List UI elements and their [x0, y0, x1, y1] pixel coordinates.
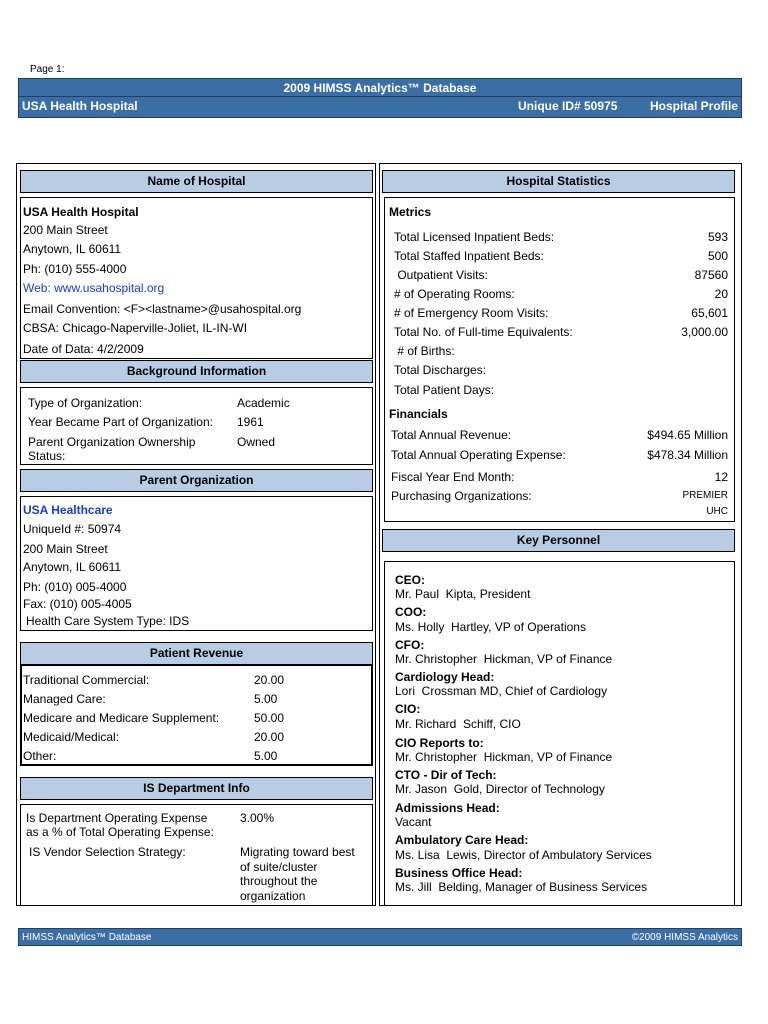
revenue-label: Medicare and Medicare Supplement: — [23, 711, 220, 725]
revenue-value: 5.00 — [254, 749, 278, 763]
personnel-name: Mr. Richard Schiff, CIO — [395, 717, 521, 731]
personnel-name: Mr. Christopher Hickman, VP of Finance — [395, 652, 613, 666]
parent-organization-header: Parent Organization — [20, 469, 373, 492]
page-number: Page 1: — [30, 64, 65, 75]
bg-ownership-label-2: Status: — [28, 449, 66, 463]
metrics-title: Metrics — [389, 205, 432, 219]
metric-value: 87560 — [694, 268, 728, 282]
report-header — [18, 78, 742, 118]
revenue-label: Managed Care: — [23, 692, 106, 706]
hospital-cbsa: CBSA: Chicago-Naperville-Joliet, IL-IN-WI — [23, 321, 248, 335]
personnel-role: CEO: — [395, 573, 425, 587]
financial-label: Fiscal Year End Month: — [391, 470, 515, 484]
parent-city: Anytown, IL 60611 — [23, 560, 122, 574]
personnel-role: Business Office Head: — [395, 866, 523, 880]
metric-value: 65,601 — [691, 306, 728, 320]
metric-label: # of Operating Rooms: — [394, 287, 515, 301]
hospital-name: USA Health Hospital — [23, 205, 139, 219]
personnel-name: Mr. Paul Kipta, President — [395, 587, 531, 601]
revenue-value: 5.00 — [254, 692, 278, 706]
parent-name-link[interactable]: USA Healthcare — [23, 503, 113, 517]
metric-value: 3,000.00 — [681, 325, 728, 339]
is-vendor-value: throughout the — [240, 874, 318, 888]
is-department-header: IS Department Info — [20, 777, 373, 800]
financials-title: Financials — [389, 407, 448, 421]
is-vendor-value: of suite/cluster — [240, 860, 318, 874]
metric-label: Total Staffed Inpatient Beds: — [394, 249, 544, 263]
personnel-name: Ms. Jill Belding, Manager of Business Services — [395, 880, 648, 894]
header-profile-label: Hospital Profile — [649, 99, 738, 113]
footer-database-label: HIMSS Analytics™ Database — [22, 932, 152, 943]
parent-unique-id: UniqueId #: 50974 — [23, 522, 122, 536]
metric-label: # of Emergency Room Visits: — [394, 306, 549, 320]
financial-value: $494.65 Million — [647, 428, 728, 442]
bg-type-label: Type of Organization: — [28, 396, 143, 410]
hospital-web-link[interactable]: Web: www.usahospital.org — [23, 281, 165, 295]
report-footer — [18, 928, 742, 946]
metric-label: Total No. of Full-time Equivalents: — [394, 325, 573, 339]
parent-fax: Fax: (010) 005-4005 — [23, 597, 132, 611]
is-vendor-value: organization — [240, 889, 306, 903]
database-title: 2009 HIMSS Analytics™ Database — [19, 79, 741, 97]
bg-ownership-value: Owned — [237, 435, 276, 449]
personnel-name: Ms. Lisa Lewis, Director of Ambulatory Services — [395, 848, 652, 862]
personnel-name: Ms. Holly Hartley, VP of Operations — [395, 620, 586, 634]
is-vendor-value: Migrating toward best — [240, 845, 355, 859]
hospital-email-convention: Email Convention: <F><lastname>@usahospital.org — [23, 302, 302, 316]
hospital-street: 200 Main Street — [23, 223, 108, 237]
purchasing-value: UHC — [706, 506, 728, 517]
name-of-hospital-header: Name of Hospital — [20, 170, 373, 193]
revenue-value: 20.00 — [254, 730, 285, 744]
metric-label: # of Births: — [394, 344, 455, 358]
revenue-label: Traditional Commercial: — [23, 673, 150, 687]
metric-label: Total Discharges: — [394, 363, 487, 377]
personnel-name: Mr. Christopher Hickman, VP of Finance — [395, 750, 613, 764]
metric-label: Total Patient Days: — [394, 383, 495, 397]
is-expense-value: 3.00% — [240, 811, 275, 825]
metric-label: Outpatient Visits: — [394, 268, 488, 282]
parent-phone: Ph: (010) 005-4000 — [23, 580, 127, 594]
revenue-label: Medicaid/Medical: — [23, 730, 120, 744]
personnel-role: CIO Reports to: — [395, 736, 484, 750]
personnel-role: Ambulatory Care Head: — [395, 833, 529, 847]
bg-year-label: Year Became Part of Organization: — [28, 415, 213, 429]
personnel-role: CFO: — [395, 638, 425, 652]
footer-copyright: ©2009 HIMSS Analytics — [631, 932, 738, 943]
is-vendor-label: IS Vendor Selection Strategy: — [29, 845, 186, 859]
is-expense-label: Is Department Operating Expense — [26, 811, 208, 825]
key-personnel-header: Key Personnel — [382, 529, 735, 552]
financial-label: Total Annual Revenue: — [391, 428, 512, 442]
financial-value: 12 — [714, 470, 728, 484]
personnel-role: COO: — [395, 605, 427, 619]
is-expense-label-2: as a % of Total Operating Expense: — [26, 825, 214, 839]
metric-value: 500 — [707, 249, 728, 263]
purchasing-label: Purchasing Organizations: — [391, 489, 532, 503]
bg-type-value: Academic — [237, 396, 290, 410]
personnel-role: CIO: — [395, 702, 421, 716]
purchasing-value: PREMIER — [682, 490, 728, 501]
personnel-role: Admissions Head: — [395, 801, 500, 815]
revenue-value: 50.00 — [254, 711, 285, 725]
bg-year-value: 1961 — [237, 415, 264, 429]
personnel-role: Cardiology Head: — [395, 670, 495, 684]
bg-ownership-label: Parent Organization Ownership — [28, 435, 196, 449]
metric-value: 20 — [714, 287, 728, 301]
date-of-data: Date of Data: 4/2/2009 — [23, 342, 144, 356]
parent-street: 200 Main Street — [23, 542, 108, 556]
background-information-header: Background Information — [20, 360, 373, 383]
hospital-city: Anytown, IL 60611 — [23, 242, 122, 256]
hospital-phone: Ph: (010) 555-4000 — [23, 262, 127, 276]
metric-value: 593 — [707, 230, 728, 244]
hospital-statistics-header: Hospital Statistics — [382, 170, 735, 193]
financial-label: Total Annual Operating Expense: — [391, 448, 566, 462]
personnel-role: CTO - Dir of Tech: — [395, 768, 497, 782]
header-hospital-name: USA Health Hospital — [22, 99, 138, 113]
personnel-name: Mr. Jason Gold, Director of Technology — [395, 782, 605, 796]
patient-revenue-header: Patient Revenue — [20, 642, 373, 665]
revenue-value: 20.00 — [254, 673, 285, 687]
personnel-name: Lori Crossman MD, Chief of Cardiology — [395, 684, 608, 698]
revenue-label: Other: — [23, 749, 57, 763]
header-unique-id: Unique ID# 50975 — [518, 99, 618, 113]
metric-label: Total Licensed Inpatient Beds: — [394, 230, 555, 244]
parent-system-type: Health Care System Type: IDS — [26, 614, 190, 628]
financial-value: $478.34 Million — [647, 448, 728, 462]
personnel-name: Vacant — [395, 815, 432, 829]
